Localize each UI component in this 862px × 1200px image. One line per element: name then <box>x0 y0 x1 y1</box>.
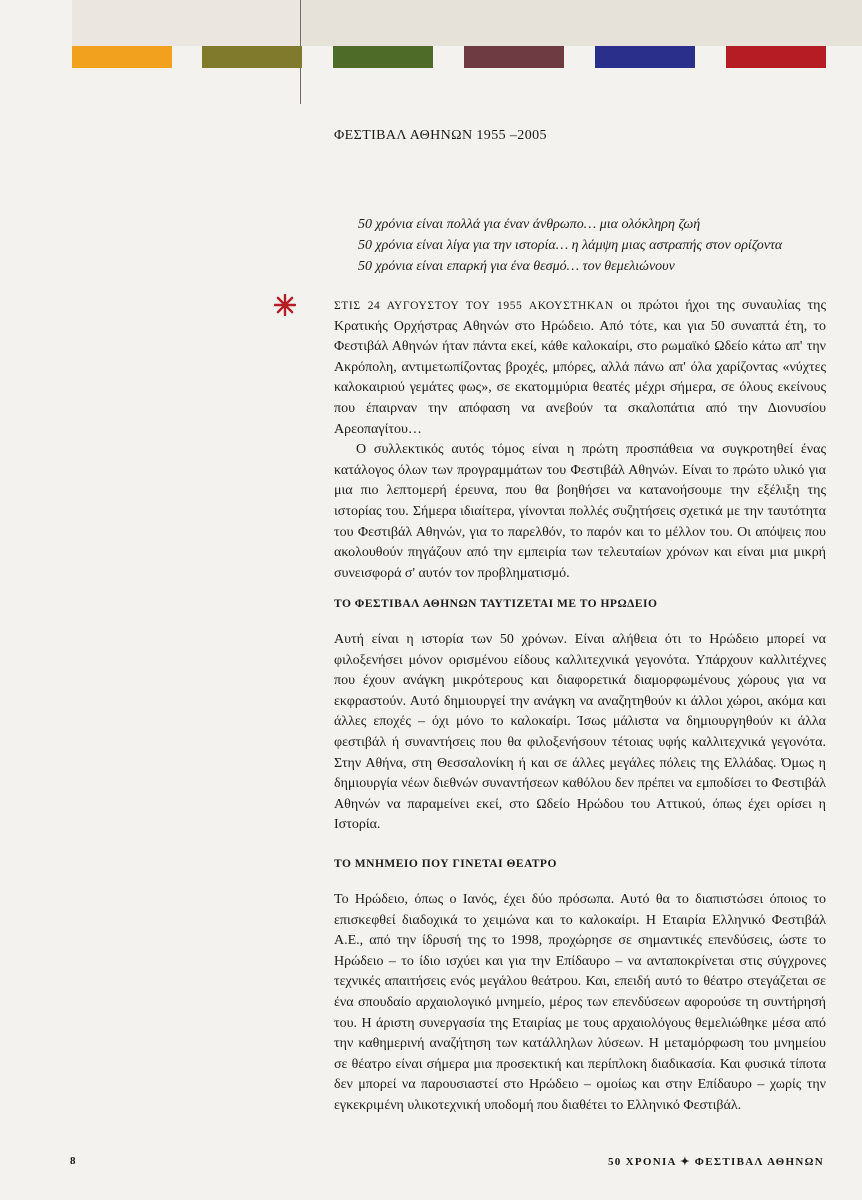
motto-line: 50 χρόνια είναι λίγα για την ιστορία… η λάμψη μιας αστραπής στον ορίζοντα <box>358 238 783 253</box>
motto-line: 50 χρόνια είναι πολλά για έναν άνθρωπο… μια ολόκληρη ζωή <box>358 217 701 232</box>
color-swatch-6 <box>726 46 826 68</box>
color-swatch-1 <box>72 46 172 68</box>
page-title: ΦΕΣΤΙΒΑΛ ΑΘΗΝΩΝ 1955 –2005 <box>334 128 547 143</box>
section-1-title: ΤΟ ΦΕΣΤΙΒΑΛ ΑΘΗΝΩΝ ΤΑΥΤΙΖΕΤΑΙ ΜΕ ΤΟ ΗΡΩΔΕΙΟ <box>334 598 658 610</box>
motto <box>358 214 838 277</box>
motto-line: 50 χρόνια είναι επαρκή για ένα θεσμό… τον θεμελιώνουν <box>358 259 675 274</box>
color-swatch-5 <box>595 46 695 68</box>
section-1-text: Αυτή είναι η ιστορία των 50 χρόνων. Είναι αλήθεια ότι το Ηρώδειο μπορεί να φιλοξενήσει μόνον ορισμένου είδους καλλιτεχνικά γεγονότα. Υπάρχουν καλλιτέχνες που έχουν ανάγκη μικρότερους και διαφορετικά διαμορφωμένους χώρους για να εκφραστούν. Αυτό δημιουργεί την ανάγκη να αναζητηθούν κι άλλοι χώροι, ακόμα και άλλες εποχές – όχι μόνο το καλοκαίρι. Ίσως μάλιστα να δημιουργηθούν κι άλλα φεστιβάλ ή συναντήσεις που θα φιλοξενήσουν τέτοιας υφής καλλιτεχνικά γεγονότα. Στην Αθήνα, στη Θεσσαλονίκη ή και σε άλλες μεγάλες πόλεις της Ελλάδας. Όμως η δημιουργία νέων διεθνών συναντήσεων καθόλου δεν πρέπει να εμποδίσει το Φεστιβάλ Αθηνών να παραμείνει εκεί, στο Ωδείο Ηρώδου του Αττικού, όπως έχει ορίσει η Ιστορία. <box>334 632 826 833</box>
intro-paragraph-1 <box>334 296 826 440</box>
section-2-title: ΤΟ ΜΝΗΜΕΙΟ ΠΟΥ ΓΙΝΕΤΑΙ ΘΕΑΤΡΟ <box>334 858 557 870</box>
section-2-text: Το Ηρώδειο, όπως ο Ιανός, έχει δύο πρόσωπα. Αυτό θα το διαπιστώσει όποιος το επισκεφθεί διαδοχικά το χειμώνα και το καλοκαίρι. Η Εταιρία Ελληνικό Φεστιβάλ Α.Ε., από την ίδρυσή της το 1998, προχώρησε σε σημαντικές επενδύσεις, ώστε το Ηρώδειο – το ίδιο ισχύει και για την Επίδαυρο – να ανταποκρίνεται στις σύγχρονες τεχνικές απαιτήσεις ενός μεγάλου θεάτρου. Και, επειδή αυτό το θέατρο στεγάζεται σε ένα σπουδαίο αρχαιολογικό μνημείο, μέρος των επενδύσεων αφορούσε τη συντήρησή του. Η άριστη συνεργασία της Εταιρίας με τους αρχαιολόγους θεμελιώθηκε μέσα από την καθημερινή αναζήτηση των κατάλληλων λύσεων. Η μεταμόρφωση του μνημείου σε θέατρο είναι σήμερα μια προσεκτική και περίπλοκη διαδικασία. Και φυσικά τίποτα δεν μπορεί να παρουσιαστεί στο Ηρώδειο – ομοίως και στην Επίδαυρο – χωρίς την εγκεκριμένη υλικοτεχνική υποδομή που διαθέτει το Ελληνικό Φεστιβάλ. <box>334 892 826 1113</box>
top-band-left <box>72 0 302 46</box>
footer-running-title: 50 ΧΡΟΝΙΑ ✦ ΦΕΣΤΙΒΑΛ ΑΘΗΝΩΝ <box>607 1156 824 1168</box>
intro-text <box>334 296 826 584</box>
intro-p1-text: οι πρώτοι ήχοι της συναυλίας της Κρατικής Ορχήστρας Αθηνών στο Ηρώδειο. Από τότε, και για 50 συναπτά έτη, το Φεστιβάλ Αθηνών ήταν πάντα εκεί, κάθε καλοκαίρι, στο ρωμαϊκό Ωδείο κάτω απ' την Ακρόπολη, αντιμετωπίζοντας βροχές, μπόρες, αλλά πάνω απ' όλα χαρίζοντας «νύχτες καλοκαιριού γεμάτες φως», σε εκατομμύρια θεατές μέχρι σήμερα, σε όλους εκείνους που έπαιρναν την απόφαση να ανεβούν τα σκαλοπάτια από την Διονυσίου Αρεοπαγίτου… <box>334 298 826 437</box>
color-swatch-2 <box>202 46 302 68</box>
page-number: 8 <box>70 1155 76 1167</box>
intro-lead: ΣΤΙΣ 24 ΑΥΓΟΥΣΤΟΥ ΤΟΥ 1955 ΑΚΟΥΣΤΗΚΑΝ <box>334 300 614 312</box>
asterisk-ornament-icon <box>274 294 296 316</box>
color-swatch-4 <box>464 46 564 68</box>
intro-paragraph-2: Ο συλλεκτικός αυτός τόμος είναι η πρώτη προσπάθεια να συγκροτηθεί ένας κατάλογος όλων των προγραμμάτων του Φεστιβάλ Αθηνών. Είναι το πρώτο υλικό για μια πιο λεπτομερή έρευνα, που θα βοηθήσει να κατανοήσουμε την εξέλιξη της ιστορίας του. Σήμερα ιδιαίτερα, γίνονται πολλές συζητήσεις σχετικά με την ταυτότητα του Φεστιβάλ Αθηνών, για το παρελθόν, το παρόν και το μέλλον του. Οι απόψεις που ακολουθούν πηγάζουν από την εμπειρία των τελευταίων χρόνων και είναι μια μικρή συνεισφορά σ' αυτόν τον προβληματισμό. <box>334 442 826 581</box>
color-swatch-3 <box>333 46 433 68</box>
